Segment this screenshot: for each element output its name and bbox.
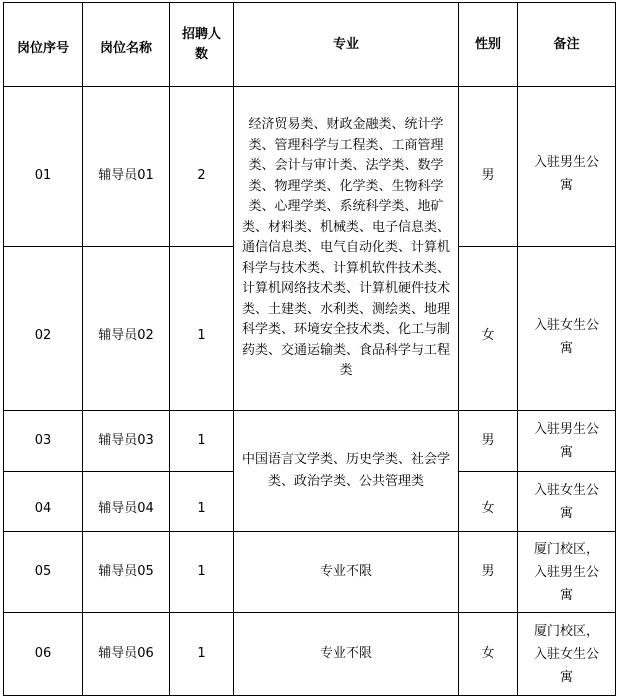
cell-note: 厦门校区，入驻女生公寓: [533, 623, 599, 685]
cell-major-merged: 中国语言文学类、历史学类、社会学类、政治学类、公共管理类: [242, 452, 451, 489]
cell-seq: 05: [34, 564, 52, 579]
header-count-line1: 招聘人: [181, 26, 221, 42]
grid-line: [3, 695, 616, 696]
cell-gender: 女: [481, 501, 495, 516]
cell-seq: 01: [34, 168, 52, 183]
cell-gender: 女: [481, 646, 495, 661]
cell-note: 入驻男生公寓: [533, 155, 599, 193]
cell-major: 专业不限: [319, 564, 372, 579]
header-name: 岗位名称: [99, 40, 152, 56]
cell-major: 专业不限: [319, 646, 372, 661]
header-count-line2: 数: [194, 46, 208, 62]
cell-seq: 06: [34, 646, 52, 661]
cell-name: 辅导员05: [98, 564, 154, 579]
cell-seq: 02: [34, 328, 52, 343]
cell-name: 辅导员04: [98, 501, 154, 516]
header-gender: 性别: [474, 36, 501, 52]
cell-gender: 女: [481, 328, 495, 343]
cell-gender: 男: [481, 168, 495, 183]
cell-name: 辅导员02: [98, 328, 154, 343]
cell-count: 2: [197, 168, 206, 183]
cell-note: 厦门校区，入驻男生公寓: [533, 541, 599, 603]
header-seq: 岗位序号: [16, 41, 69, 56]
header-note: 备注: [553, 36, 580, 52]
cell-note: 入驻女生公寓: [533, 318, 599, 356]
cell-count: 1: [197, 328, 206, 343]
cell-count: 1: [197, 501, 206, 516]
cell-count: 1: [197, 433, 206, 448]
cell-name: 辅导员06: [98, 646, 154, 661]
cell-note: 入驻男生公寓: [533, 422, 599, 460]
cell-gender: 男: [481, 433, 495, 448]
cell-note: 入驻女生公寓: [533, 482, 599, 521]
cell-name: 辅导员01: [98, 168, 154, 183]
cell-major-merged: 经济贸易类、财政金融类、统计学类、管理科学与工程类、工商管理类、会计与审计类、法学类、数学类、物理学类、化学类、生物科学类、心理学类、系统科学类、地矿类、材料类、机械类、电子信息类、通信信息类、电气自动化类、计算机科学与技术类、计算机软件技术类、计算机网络技术类、计算机硬件技术类、土建类、水利类、测绘类、地理科学类、环境安全技术类、化工与制药类、交通运输类、食品科学与工程类: [242, 117, 451, 379]
grid-line: [615, 2, 616, 696]
header-major: 专业: [332, 36, 359, 52]
cell-count: 1: [197, 646, 206, 661]
cell-gender: 男: [481, 564, 495, 579]
cell-count: 1: [197, 564, 206, 579]
cell-seq: 03: [34, 433, 52, 448]
cell-seq: 04: [34, 501, 52, 516]
header-count: [170, 3, 233, 86]
cell-name: 辅导员03: [98, 433, 154, 448]
